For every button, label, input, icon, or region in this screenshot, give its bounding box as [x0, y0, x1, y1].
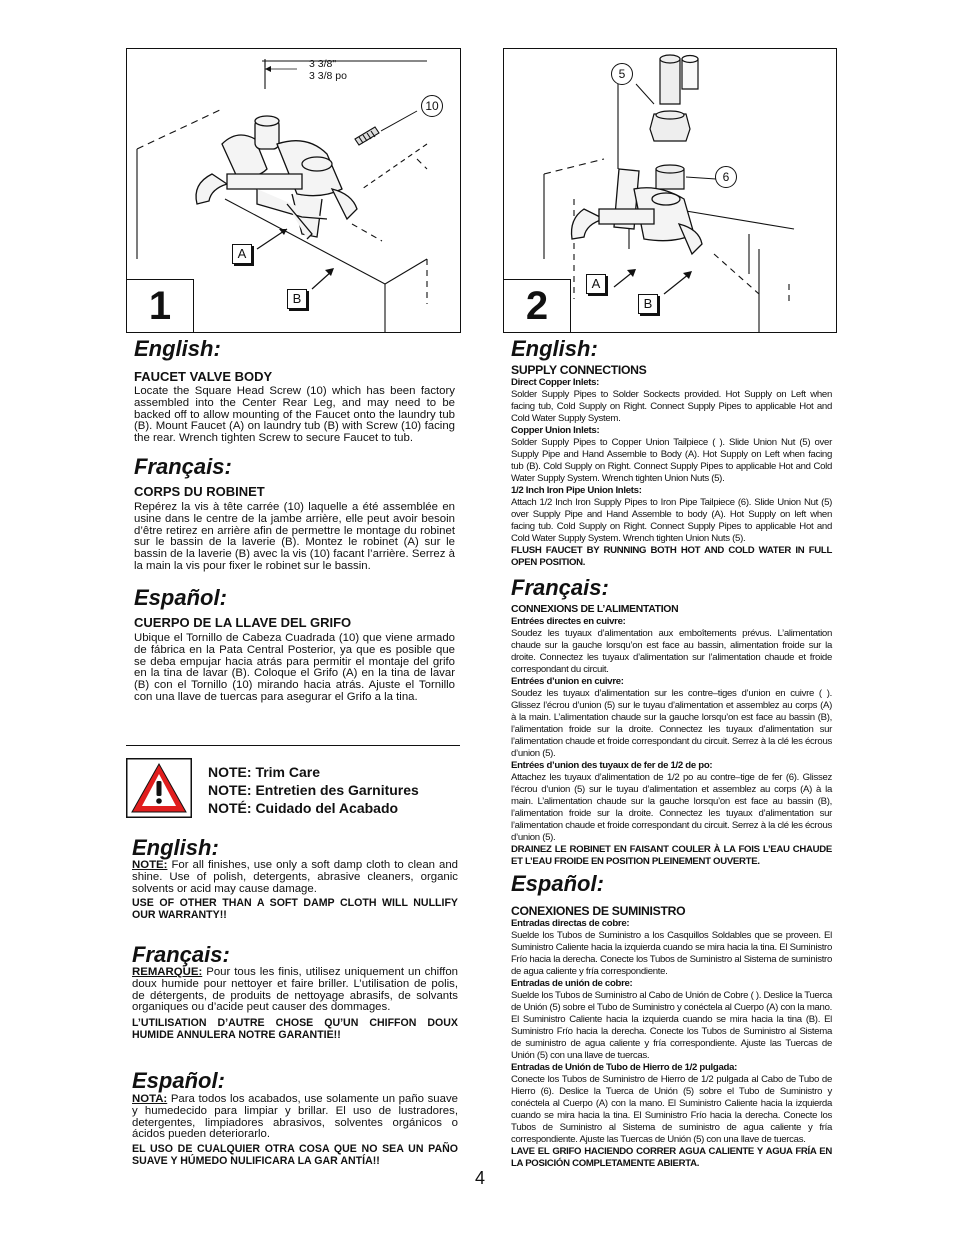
corps-du-robinet-text: Repérez la vis à tête carrée (10) laquelle a été assemblée en usine dans le centre de la jambe arrière, elle peut avoir besoin d’être retirez en arrière afin de permettre le montage du robinet sur le bassin de la laverie (B). Montez le robinet (A) sur le bassin de la laverie (B) avec la vis (10) facant l’arrière. Serrez à la main la vis pour fixer le robinet sur le bassin. [134, 501, 455, 572]
page-number: 4 [475, 1168, 486, 1188]
label-a: A [232, 244, 252, 264]
corps-du-robinet-heading: CORPS DU ROBINET [134, 484, 265, 499]
entradas-hierro-label: Entradas de Unión de Tubo de Hierro de 1/2 pulgada: [511, 1062, 737, 1073]
note-spanish-warning: EL USO DE CUALQUIER OTRA COSA QUE NO SEA UN PAÑO SUAVE Y HÚMEDO NULIFICARA LA GAR ANTÍA!! [132, 1143, 458, 1167]
note-english-body: For all finishes, use only a soft damp cloth to clean and shine. Use of polish, detergents, abrasive cleaners, organic solvents or acid may cause damage. [132, 859, 459, 895]
lave-grifo-warning: LAVE EL GRIFO HACIENDO CORRER AGUA CALIENTE Y AGUA FRÍA EN LA POSICIÓN COMPLETAMENTE ABIERTA. [511, 1146, 832, 1169]
supply-spanish-heading: Español: [511, 871, 604, 896]
note-trim-care-fr: NOTE: Entretien des Garnitures [208, 782, 419, 798]
note-french-text [132, 967, 458, 1014]
faucet-valve-body-heading: FAUCET VALVE BODY [134, 369, 273, 384]
nota-label: NOTA: [132, 1093, 168, 1105]
entrees-union-cuivre-text: Soudez les tuyaux d’alimentation sur les contre–tiges d’union en cuivre ( ). Glissez l’écrou d’union (5) sur le tuyau d’alimentation et assemblez au corps (A) à la main. L’alimentation chaude sur la gauche lorsqu’on est face au bassin (B), l’alimentation froide sur la droite. Connectez les tuyaux d’alimentation sur l’alimentation chaude et froide correspondant du circuit. Serrez à la clé les écrous d’union (5). [511, 688, 832, 759]
supply-connections-heading: SUPPLY CONNECTIONS [511, 363, 647, 377]
copper-union-inlets-text: Solder Supply Pipes to Copper Union Tailpiece ( ). Slide Union Nut (5) over Supply Pipe and Hand Assemble to Body (A). Hot Supply on Left when facing tub (B). Cold Supply on Right. Connect Supply Pipes to applicable Hot and Cold Water Supply System. Wrench tighten Union Nuts (5). [511, 437, 832, 484]
english-heading: English: [134, 336, 221, 361]
supply-french-heading: Français: [511, 575, 609, 600]
entrees-directes-text: Soudez les tuyaux d’alimentation aux emboîtements prévus. L’alimentation chaude sur la gauche lorsqu’on est face au bassin, alimentation froide sur la droite. Connectez les tuyaux d’alimentation sur l’alimentation chaude et froide correspondant du circuit. [511, 628, 832, 675]
iron-pipe-inlets-label: 1/2 Inch Iron Pipe Union Inlets: [511, 485, 642, 496]
figure-1 [126, 48, 461, 333]
note-french-warning: L’UTILISATION D’AUTRE CHOSE QU’UN CHIFFON DOUX HUMIDE ANNULERA NOTRE GARANTIE!! [132, 1017, 458, 1041]
entradas-directas-text: Suelde los Tubos de Suministro a los Casquillos Soldables que se proveen. El Suministro Caliente hacia la izquierda cuando se mira hacia la tina. El Suministro Frío hacia la derecha. Conecte los Tubos de Suministro al Sistema de suministro de agua caliente y fría correspondiente. [511, 930, 832, 977]
note-french-body: Pour tous les finis, utilisez uniquement un chiffon doux humide pour nettoyer et faire briller. L’utilisation de polis, de détergents, de produits de nettoyage abrasifs, de solvants organiques ou d’acide peut causer des dommages. [132, 966, 458, 1014]
dimension-inches: 3 3/8" [309, 58, 337, 70]
entradas-union-cobre-label: Entradas de unión de cobre: [511, 978, 633, 989]
copper-union-inlets-label: Copper Union Inlets: [511, 425, 600, 436]
callout-6: 6 [715, 166, 737, 188]
entrees-union-fer-text: Attachez les tuyaux d’alimentation de 1/2 po au contre–tige de fer (6). Glissez l’écrou d’union (5) sur le tuyau d’alimentation et assemblez au corps (A) à la main. L’alimentation chaude sur la gauche lorsqu’on est face au bassin (B), l’alimentation froide sur la droite. Connectez les tuyaux d’alimentation sur l’alimentation chaude et froide correspondant du circuit. Serrez à la clé les écrous d’union (5). [511, 772, 832, 843]
note-french-heading: Français: [132, 942, 230, 967]
section-divider [126, 745, 460, 746]
entradas-union-cobre-text: Suelde los Tubos de Suministro al Cabo de Unión de Cobre ( ). Deslice la Tuerca de Unión (5) sobre el Tubo de Suministro y conéctela al Cuerpo (A) con la mano. El Suministro Caliente hacia la izquierda cuando se mira hacia la tina (B). El Suministro Frío hacia la derecha. Conecte los Tubos de Suministro al Sistema de suministro de agua caliente y fría correspondiente. Ajuste las Tuercas de Unión (5) con una llave de tuercas. [511, 990, 832, 1061]
cuerpo-llave-text: Ubique el Tornillo de Cabeza Cuadrada (10) que viene armado de fábrica en la Pata Central Posterior, ya que es posible que se deba empujar hacia atrás para permitir el montaje del grifo en la tina de lavar (B). Coloque el Grifo (A) en la tina de lavar (B) con el Tornillo (10) mirando hacia atrás. Ajuste el Tornillo con una llave de tuercas para asegurar el Grifo a la tina. [134, 632, 455, 703]
label-b: B [287, 289, 307, 309]
note-english-warning: USE OF OTHER THAN A SOFT DAMP CLOTH WILL NULLIFY OUR WARRANTY!! [132, 897, 458, 921]
note-english-heading: English: [132, 835, 219, 860]
note-label: NOTE: [132, 859, 168, 871]
dimension-po: 3 3/8 po [309, 70, 347, 82]
note-spanish-heading: Español: [132, 1068, 225, 1093]
spanish-heading: Español: [134, 585, 227, 610]
entrees-directes-label: Entrées directes en cuivre: [511, 616, 626, 627]
figure-number: 1 [127, 279, 194, 332]
label-b: B [638, 294, 658, 314]
entrees-union-fer-label: Entrées d’union des tuyaux de fer de 1/2 de po: [511, 760, 713, 771]
cuerpo-llave-heading: CUERPO DE LA LLAVE DEL GRIFO [134, 615, 352, 630]
callout-5: 5 [611, 63, 633, 85]
iron-pipe-inlets-text: Attach 1/2 Inch Iron Supply Pipes to Iron Pipe Tailpiece (6). Slide Union Nut (5) over Supply Pipe and Hand Assemble to body (A). Hot Supply on left when facing tub. Cold Supply on Right. Connect Supply Pipes to applicable Hot and Cold Water Supply System. Wrench tighten Union Nuts (5). [511, 497, 832, 544]
supply-french-block [511, 604, 832, 868]
remarque-label: REMARQUE: [132, 966, 203, 978]
note-trim-care-es: NOTÉ: Cuidado del Acabado [208, 800, 399, 816]
figure-2 [503, 48, 837, 333]
direct-copper-inlets-text: Solder Supply Pipes to Solder Sockects provided. Hot Supply on Left when facing tub, Cold Supply on Right. Connect Supply Pipes to applicable Hot and Cold Water Supply System. [511, 389, 832, 424]
label-a: A [586, 274, 606, 294]
connexions-heading: CONNEXIONS DE L’ALIMENTATION [511, 604, 679, 615]
conexiones-heading: CONEXIONES DE SUMINISTRO [511, 904, 686, 918]
entradas-directas-label: Entradas directas de cobre: [511, 918, 630, 929]
faucet-valve-body-text: Locate the Square Head Screw (10) which has been factory assembled into the Center Rear Leg, and may need to be backed off to allow mounting of the Faucet onto the laundry tub (B). Mount Faucet (A) on laundry tub (B) with Screw (10) facing the rear. Wrench tighten Screw to secure Faucet to tub. [134, 385, 455, 445]
note-trim-care-en: NOTE: Trim Care [208, 764, 321, 780]
drainez-warning: DRAINEZ LE ROBINET EN FAISANT COULER À LA FOIS L’EAU CHAUDE ET L’EAU FROIDE EN POSITION PLEINEMENT OUVERTE. [511, 844, 832, 867]
note-spanish-body: Para todos los acabados, use solamente un paño suave y humedecido para limpiar y brillar. El uso de lustradores, detergentes, limpiadores abrasivos, solventes orgánicos o ácidos pueden deteriorarlo. [132, 1093, 458, 1141]
figure-number: 2 [504, 279, 571, 332]
supply-english-heading: English: [511, 336, 598, 361]
direct-copper-inlets-label: Direct Copper Inlets: [511, 377, 600, 388]
warning-icon [126, 758, 192, 818]
entrees-union-cuivre-label: Entrées d’union en cuivre: [511, 676, 624, 687]
french-heading: Français: [134, 454, 232, 479]
note-english-text [132, 860, 458, 895]
callout-10: 10 [421, 95, 443, 117]
flush-faucet-warning: FLUSH FAUCET BY RUNNING BOTH HOT AND COLD WATER IN FULL OPEN POSITION. [511, 545, 832, 568]
supply-english-block [511, 363, 832, 569]
note-spanish-text [132, 1094, 458, 1141]
entradas-hierro-text: Conecte los Tubos de Suministro de Hierro de 1/2 pulgada al Cabo de Tubo de Hierro (6). Deslice la Tuerca de Unión (5) sobre el Tubo de Suministro y conéctela al Cuerpo (A) con la mano. El Suministro Caliente hacia la izquierda cuando se mira hacia la tina. El Suministro Frío hacia la derecha. Conecte los Tubos de Suministro al Sistema de suministro de agua caliente y fría correspondiente. Ajuste las Tuercas de Unión (5) con una llave de tuercas. [511, 1074, 832, 1145]
supply-spanish-block [511, 904, 832, 1170]
